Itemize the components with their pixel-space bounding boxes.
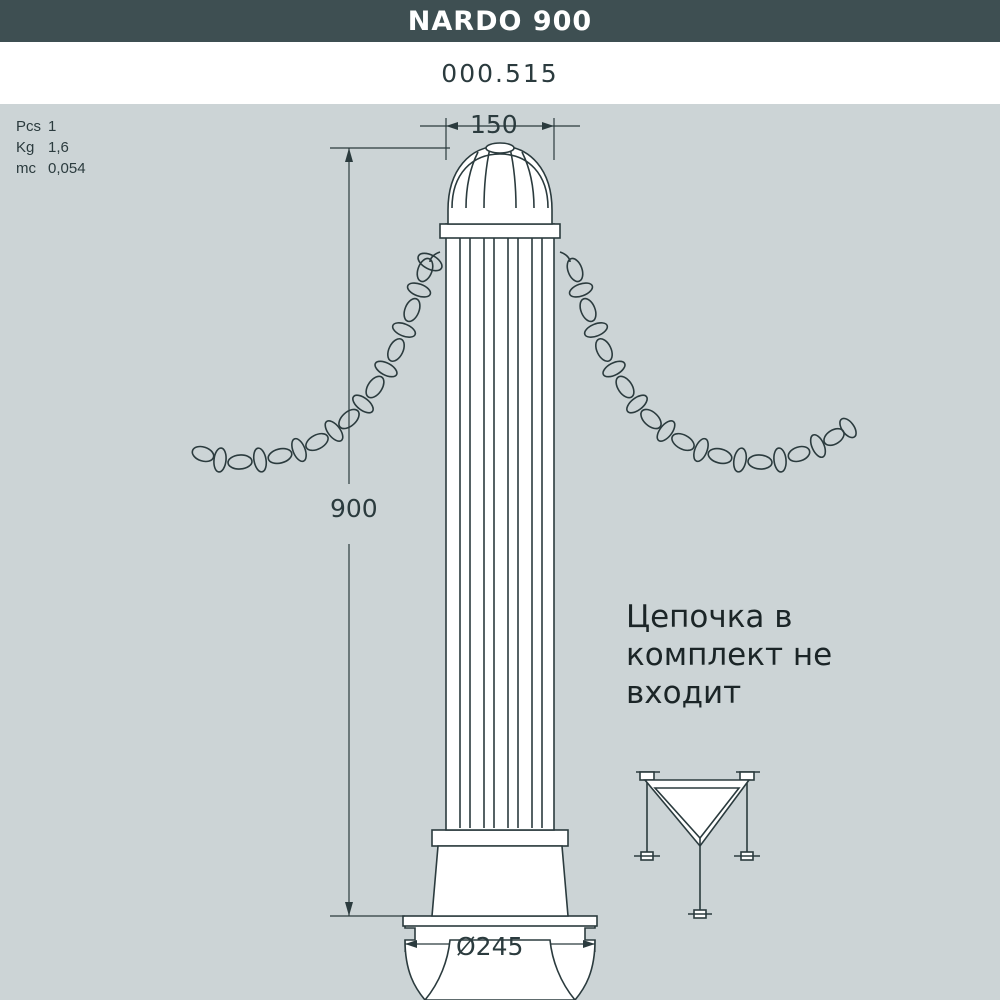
title-bar: [0, 0, 1000, 42]
dimension-label-height: 900: [330, 494, 378, 523]
product-code-bar: [0, 42, 1000, 104]
chain-left-graphic: [190, 250, 444, 473]
spec-value-kg: 1,6: [48, 139, 69, 156]
anchor-bracket-graphic: [634, 772, 760, 918]
page-title: NARDO 900: [407, 5, 593, 37]
dimension-label-base-diameter: Ø245: [456, 932, 524, 961]
technical-drawing: [0, 104, 1000, 1000]
spec-value-pcs: 1: [48, 118, 57, 135]
spec-key-pcs: Pcs: [16, 118, 42, 135]
spec-row-mc: [16, 158, 86, 179]
spec-row-kg: [16, 137, 86, 158]
spec-row-pcs: [16, 116, 86, 137]
spec-value-mc: 0,054: [48, 160, 86, 177]
spec-list: [16, 116, 86, 179]
spec-key-kg: Kg: [16, 139, 35, 156]
chain-not-included-note: Цепочка в комплект не входит: [626, 599, 833, 711]
product-code: 000.515: [441, 58, 559, 88]
dimension-label-top-width: 150: [470, 110, 518, 139]
chain-right-graphic: [564, 256, 859, 473]
spec-key-mc: mc: [16, 160, 36, 177]
